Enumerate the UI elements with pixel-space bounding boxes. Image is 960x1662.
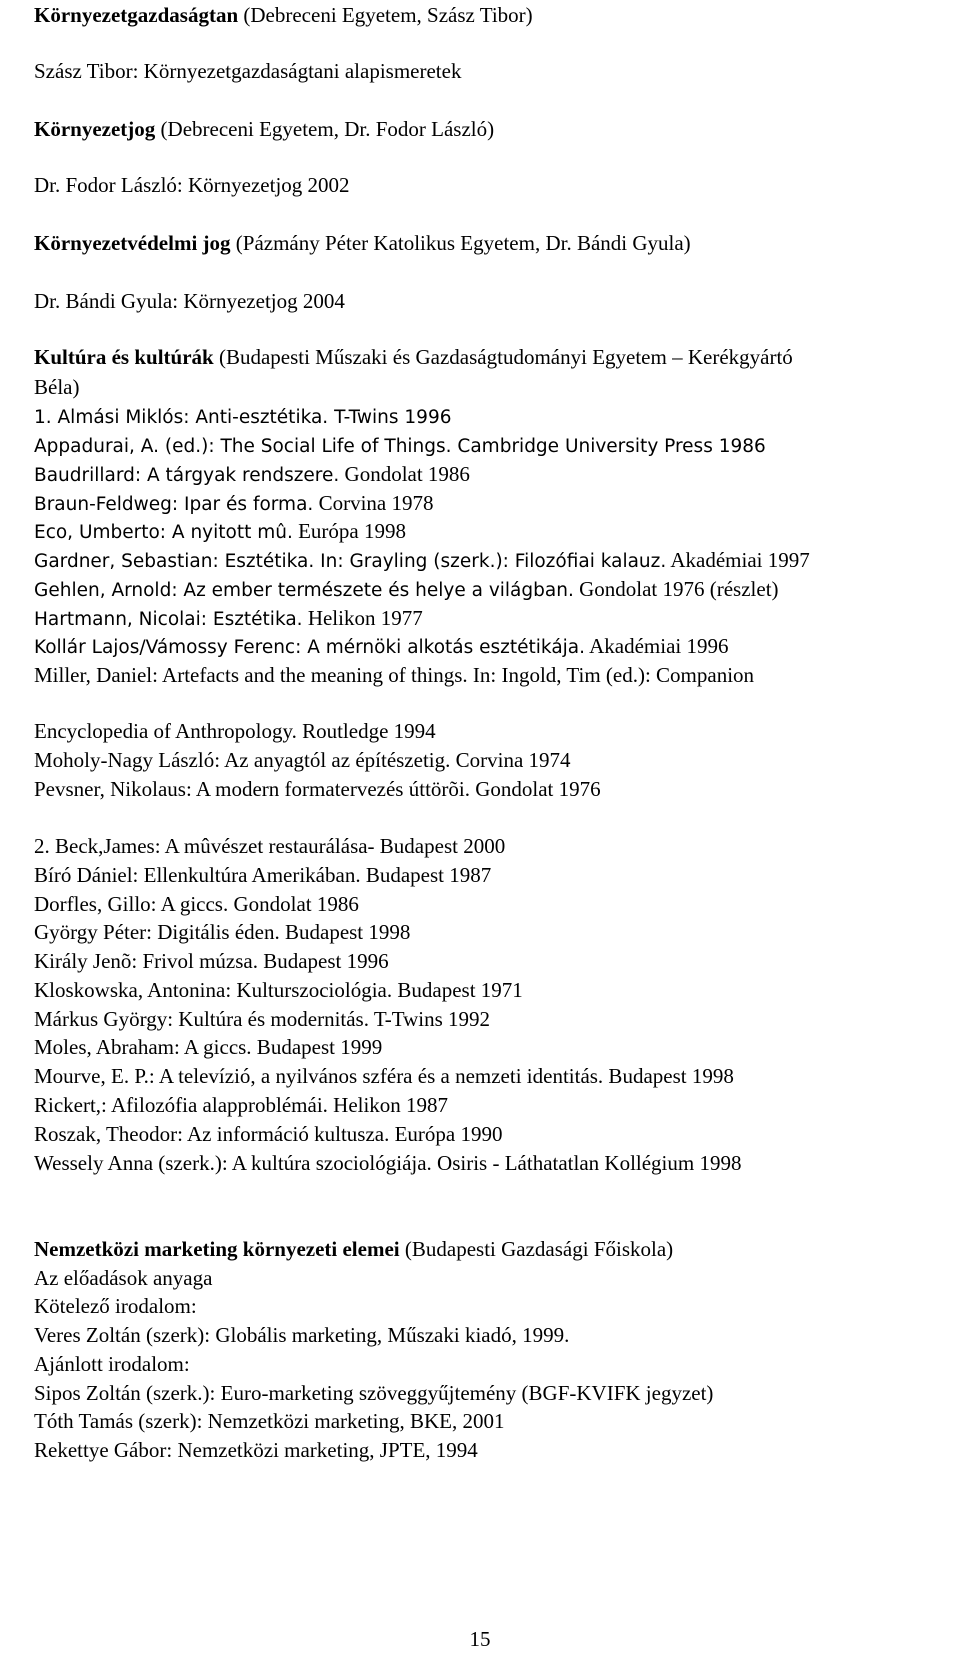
ref-part: Corvina 1978 [313, 491, 434, 515]
heading-continuation: Béla) [34, 375, 80, 399]
reference-line: Bíró Dániel: Ellenkultúra Amerikában. Budapest 1987 [34, 863, 492, 887]
page-number: 15 [469, 1627, 491, 1651]
ref-part: 1. Almási Miklós: Anti-esztétika. [34, 407, 329, 428]
ref-part: Braun-Feldweg: Ipar és forma. [34, 494, 314, 515]
reference-line [34, 518, 406, 546]
ref-part: Gehlen, Arnold: Az ember természete és helye a világban. [34, 580, 574, 601]
ref-part: Gondolat 1986 [339, 462, 470, 486]
ref-part: T-Twins 1996 [328, 407, 452, 428]
ref-part: Appadurai, A. (ed. [34, 436, 202, 457]
reference-line [34, 461, 470, 489]
reference-line [34, 403, 451, 431]
reference-line: Moholy-Nagy László: Az anyagtól az építészetig. Corvina 1974 [34, 748, 571, 772]
reference-line: György Péter: Digitális éden. Budapest 1998 [34, 920, 411, 944]
reference-line [34, 432, 766, 460]
heading-title: Nemzetközi marketing környezeti elemei [34, 1237, 400, 1261]
ref-part: In: Grayling (szerk. [314, 551, 496, 572]
heading-kornyezetvedelmi-jog [34, 230, 691, 256]
reference-line: Dorfles, Gillo: A giccs. Gondolat 1986 [34, 892, 359, 916]
reference-line: Pevsner, Nikolaus: A modern formatervezés úttörõi. Gondolat 1976 [34, 777, 601, 801]
reference-line [34, 633, 729, 661]
ref-part: Eco, Umberto: A nyitott mû. [34, 522, 293, 543]
reference-line: Király Jenõ: Frivol múzsa. Budapest 1996 [34, 949, 389, 973]
heading-kornyezetjog [34, 116, 494, 142]
heading-nemzetkozi-marketing [34, 1236, 673, 1262]
heading-rest: (Debreceni Egyetem, Szász Tibor) [238, 3, 533, 27]
reference-line: Kloskowska, Antonina: Kulturszociológia. Budapest 1971 [34, 978, 523, 1002]
ref-part: Helikon 1977 [302, 606, 423, 630]
ref-part: Gondolat 1976 (részlet) [573, 577, 779, 601]
text-line: Kötelező irodalom: [34, 1294, 197, 1318]
heading-rest: (Debreceni Egyetem, Dr. Fodor László) [155, 117, 495, 141]
heading-rest: (Pázmány Péter Katolikus Egyetem, Dr. Bándi Gyula) [230, 231, 691, 255]
heading-title: Környezetvédelmi jog [34, 231, 231, 255]
reference-line [34, 605, 423, 633]
reference-line: Sipos Zoltán (szerk.): Euro-marketing szöveggyűjtemény (BGF-KVIFK jegyzet) [34, 1381, 714, 1405]
heading-title: Környezetjog [34, 117, 156, 141]
heading-title: Környezetgazdaságtan [34, 3, 239, 27]
heading-kornyezetgazdasagtan [34, 2, 533, 28]
reference-line [34, 490, 433, 518]
reference-line: Veres Zoltán (szerk): Globális marketing, Műszaki kiadó, 1999. [34, 1323, 570, 1347]
ref-part: Akadémiai 1996 [585, 634, 729, 658]
reference-line: Moles, Abraham: A giccs. Budapest 1999 [34, 1035, 383, 1059]
reference-line: Márkus György: Kultúra és modernitás. T-Twins 1992 [34, 1007, 491, 1031]
reference-line: Rekettye Gábor: Nemzetközi marketing, JPTE, 1994 [34, 1438, 478, 1462]
reference-line: Szász Tibor: Környezetgazdaságtani alapismeretek [34, 59, 462, 83]
ref-part: ): The Social Life of Things. Cambridge University Press 1986 [201, 436, 766, 457]
ref-part: Hartmann, Nicolai: Esztétika. [34, 609, 303, 630]
reference-line [34, 576, 779, 604]
text-line: Ajánlott irodalom: [34, 1352, 190, 1376]
reference-line: Encyclopedia of Anthropology. Routledge 1994 [34, 719, 436, 743]
heading-rest: (Budapesti Műszaki és Gazdaságtudományi Egyetem – Kerékgyártó [213, 345, 793, 369]
reference-line: Dr. Fodor László: Környezetjog 2002 [34, 173, 350, 197]
heading-kultura-es-kulturak [34, 344, 793, 370]
ref-part: Európa 1998 [292, 519, 407, 543]
ref-part: Miller, Daniel: Artefacts and the meaning of things. In: Ingold, Tim (ed.): Companion [34, 663, 755, 687]
reference-line: Mourve, E. P.: A televízió, a nyilvános szféra és a nemzeti identitás. Budapest 1998 [34, 1064, 734, 1088]
heading-title: Kultúra és kultúrák [34, 345, 214, 369]
reference-line: Roszak, Theodor: Az információ kultusza. Európa 1990 [34, 1122, 503, 1146]
ref-part: Gardner, Sebastian: Esztétika. [34, 551, 315, 572]
reference-line [34, 662, 754, 688]
ref-part: Akadémiai 1997 [666, 548, 810, 572]
reference-line: 2. Beck,James: A mûvészet restaurálása- Budapest 2000 [34, 834, 506, 858]
reference-line: Wessely Anna (szerk.): A kultúra szociológiája. Osiris - Láthatatlan Kollégium 1998 [34, 1151, 742, 1175]
reference-line [34, 547, 810, 575]
reference-line: Tóth Tamás (szerk): Nemzetközi marketing, BKE, 2001 [34, 1409, 505, 1433]
reference-line: Rickert,: Afilozófia alapproblémái. Helikon 1987 [34, 1093, 449, 1117]
ref-part: ): Filozófiai kalauz. [495, 551, 667, 572]
heading-rest: (Budapesti Gazdasági Főiskola) [399, 1237, 674, 1261]
ref-part: Kollár Lajos/Vámossy Ferenc: A mérnöki alkotás esztétikája. [34, 637, 586, 658]
reference-line: Dr. Bándi Gyula: Környezetjog 2004 [34, 289, 345, 313]
text-line: Az előadások anyaga [34, 1266, 213, 1290]
ref-part: Baudrillard: A tárgyak rendszere. [34, 465, 340, 486]
